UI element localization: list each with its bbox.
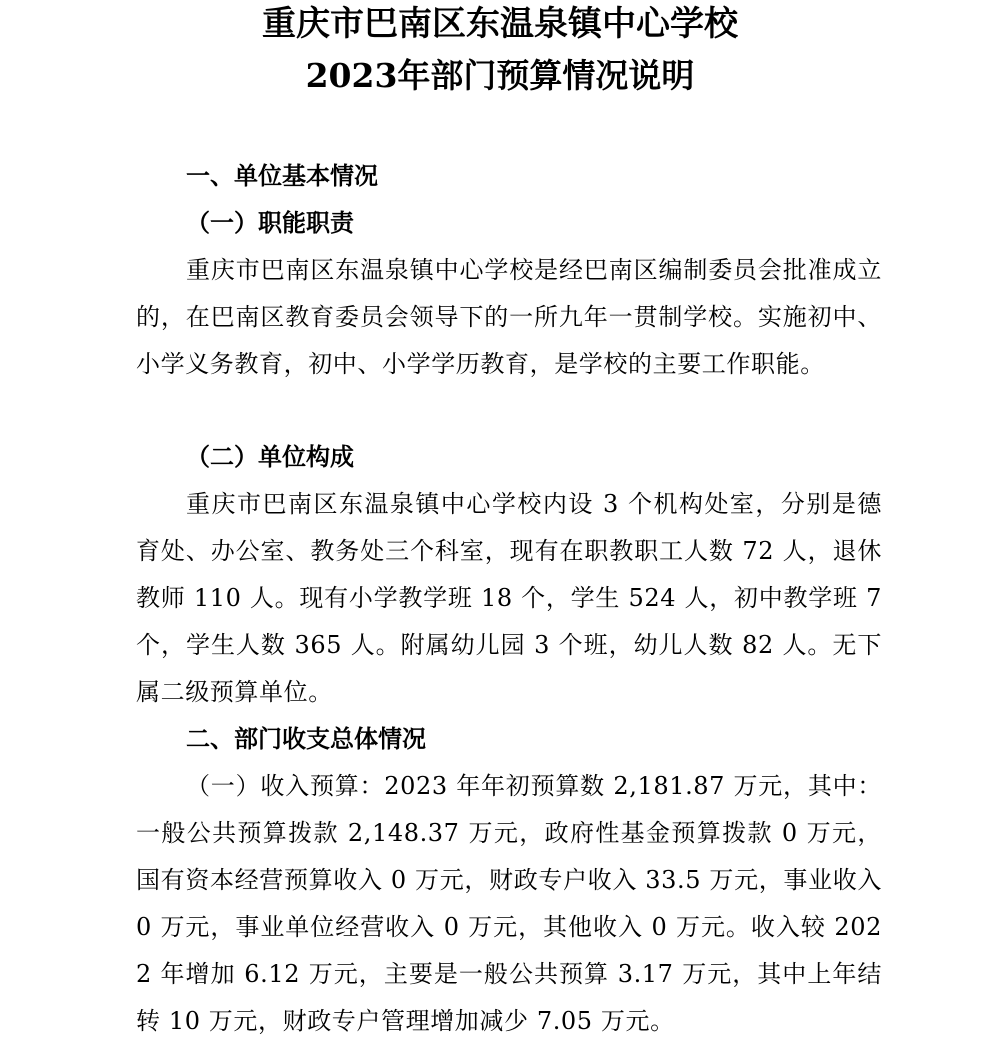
subsection-heading-duties: （一）职能职责 <box>186 208 354 237</box>
section-heading-budget-overview: 二、部门收支总体情况 <box>186 725 426 753</box>
document-title: 重庆市巴南区东温泉镇中心学校 <box>262 4 738 44</box>
paragraph-duties: 重庆市巴南区东温泉镇中心学校是经巴南区编制委员会批准成立的，在巴南区教育委员会领导下的一所九年一贯制学校。实施初中、小学义务教育，初中、小学学历教育，是学校的主要工作职能。 <box>136 256 882 378</box>
section-heading-basic-info: 一、单位基本情况 <box>186 162 378 190</box>
paragraph-income-budget: （一）收入预算：2023 年年初预算数 2,181.87 万元，其中：一般公共预算拨款 2,148.37 万元，政府性基金预算拨款 0 万元，国有资本经营预算收入 0 万元，财政专户收入 33.5 万元，事业收入 0 万元，事业单位经营收入 0 万元，其他收入 0 万元。收入较 2022 年增加 6.12 万元，主要是一般公共预算 3.17 万元，其中上年结转 10 万元，财政专户管理增加减少 7.05 万元。 <box>136 772 882 1035</box>
paragraph-composition: 重庆市巴南区东温泉镇中心学校内设 3 个机构处室，分别是德育处、办公室、教务处三个科室，现有在职教职工人数 72 人，退休教师 110 人。现有小学教学班 18 个，学生 524 人，初中教学班 7 个，学生人数 365 人。附属幼儿园 3 个班，幼儿人数 82 人。无下属二级预算单位。 <box>136 490 882 706</box>
subsection-heading-composition: （二）单位构成 <box>186 442 354 471</box>
document-subtitle: 2023年部门预算情况说明 <box>305 56 695 95</box>
